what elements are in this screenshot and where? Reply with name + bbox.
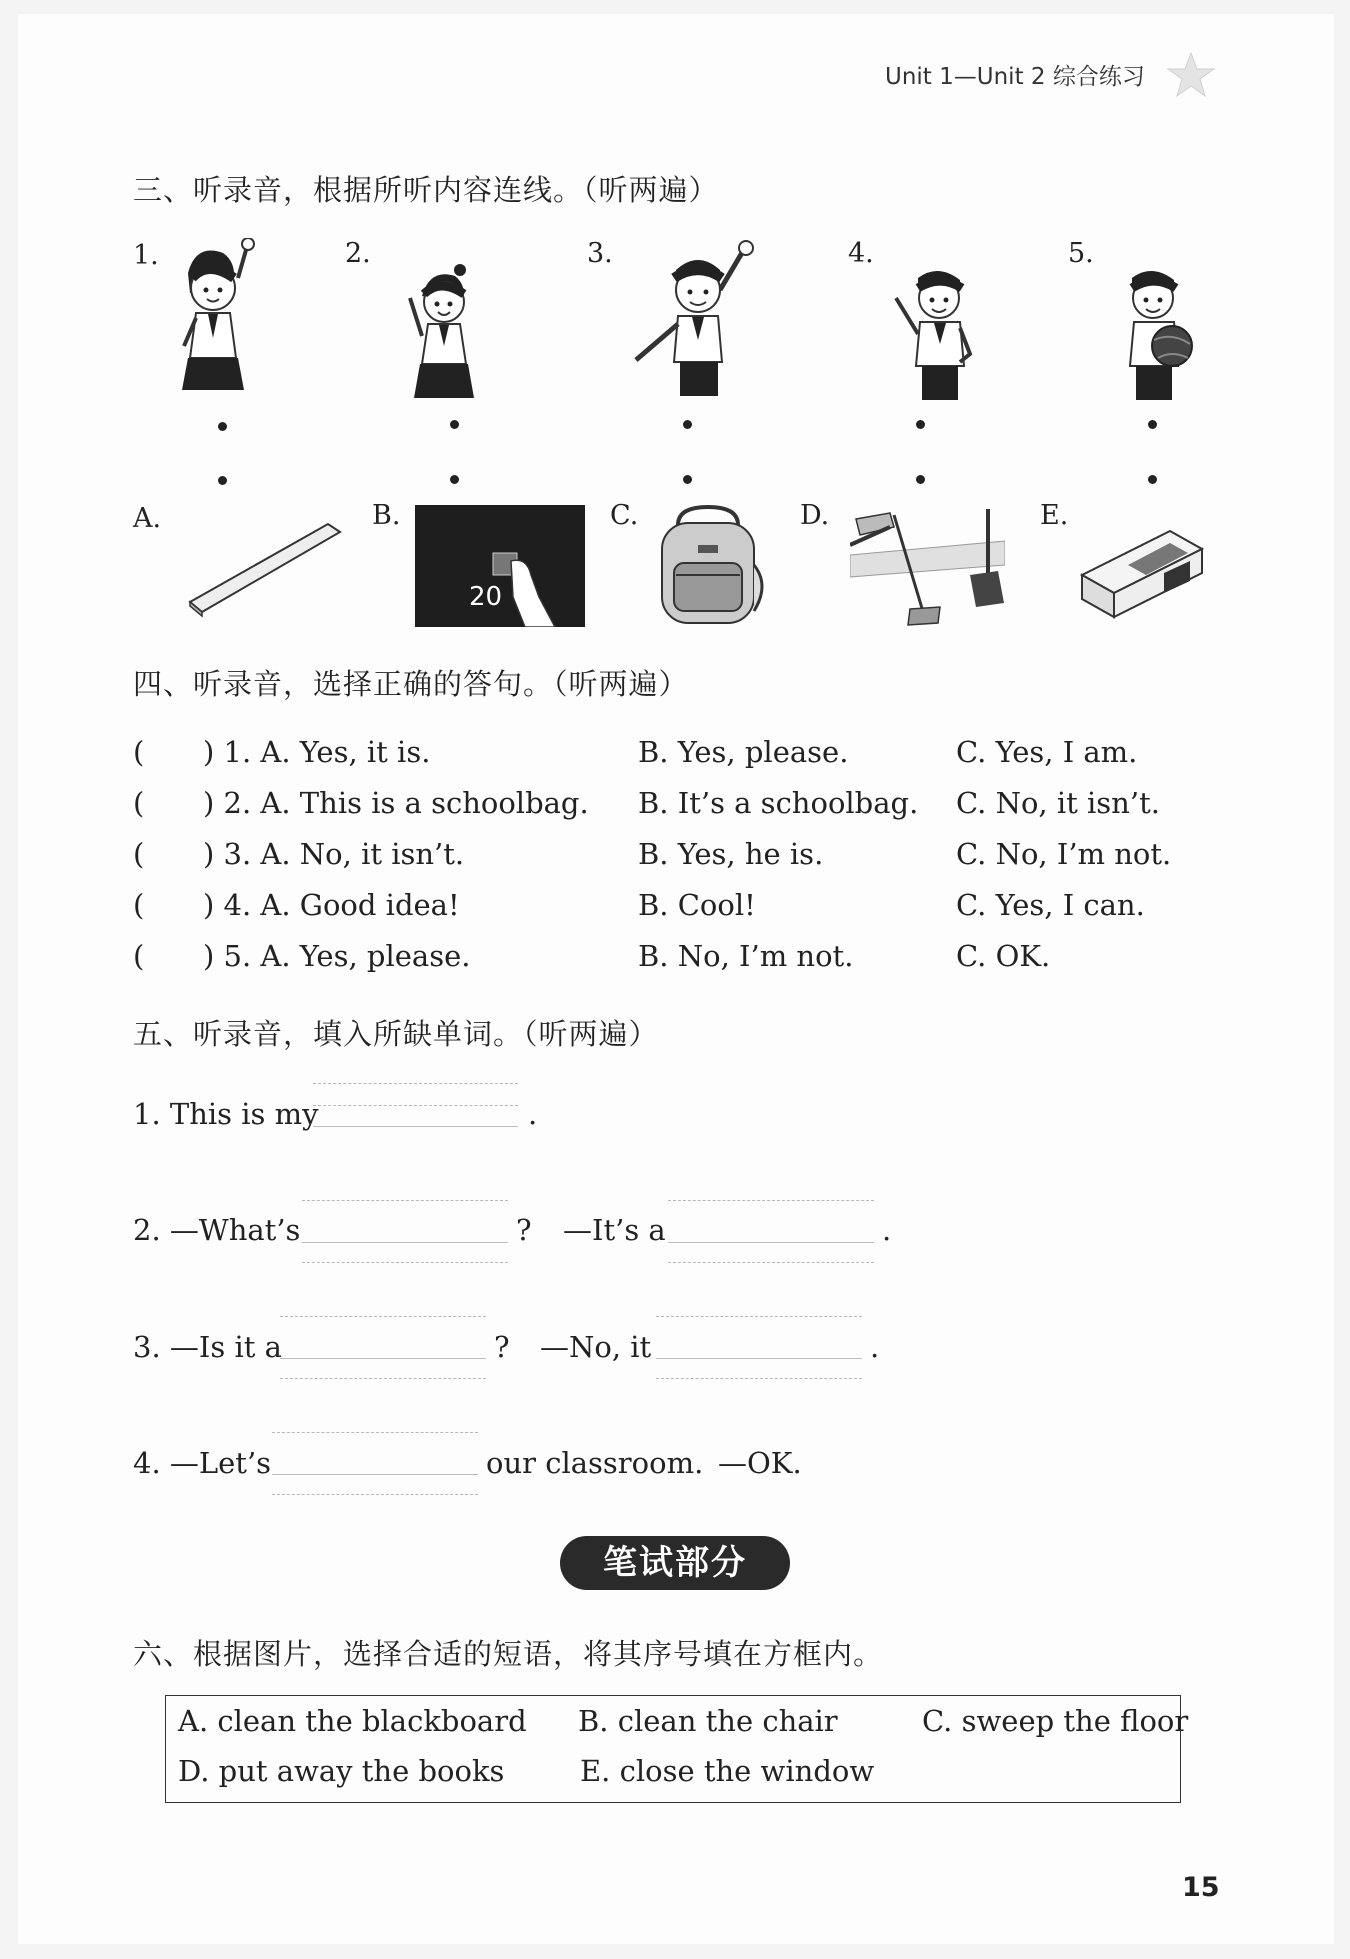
- answer-blank-2a[interactable]: [302, 1242, 508, 1243]
- writing-guide-line: [302, 1262, 508, 1263]
- writing-guide-line: [302, 1200, 508, 1201]
- match-dot-top-5[interactable]: [1148, 420, 1157, 429]
- match-dot-bottom-e[interactable]: [1148, 475, 1157, 484]
- writing-guide-line: [313, 1105, 518, 1106]
- choice-row-3: [133, 837, 1213, 877]
- option-letter-a: A.: [133, 503, 162, 534]
- section-4-title: 四、听录音，选择正确的答句。（听两遍）: [133, 667, 689, 701]
- fill-question-4-reply: —OK.: [718, 1446, 802, 1480]
- section-5-title: 五、听录音，填入所缺单词。（听两遍）: [133, 1017, 659, 1051]
- choice-c: C. No, I’m not.: [956, 837, 1172, 871]
- option-letter-b: B.: [372, 500, 401, 531]
- answer-blank-3b[interactable]: [656, 1358, 862, 1359]
- choice-a: ) 4. A. Good idea!: [203, 888, 460, 922]
- item-number-3: 3.: [587, 238, 613, 269]
- fill-question-2-prefix: 2. —What’s: [133, 1213, 301, 1247]
- section-3-title: 三、听录音，根据所听内容连线。（听两遍）: [133, 173, 719, 207]
- match-dot-bottom-b[interactable]: [450, 475, 459, 484]
- blackboard-number: 20: [469, 582, 503, 612]
- fill-question-3-mark: ?: [494, 1330, 510, 1364]
- fill-question-1-prefix: 1. This is my: [133, 1097, 319, 1131]
- sweeping-floor-picture: [850, 505, 1005, 627]
- answer-bracket[interactable]: (: [133, 837, 145, 871]
- match-dot-bottom-d[interactable]: [916, 475, 925, 484]
- written-part-label: 笔试部分: [560, 1536, 790, 1590]
- girl-raising-hand-illustration: [178, 238, 268, 408]
- match-dot-top-4[interactable]: [916, 420, 925, 429]
- match-dot-top-3[interactable]: [683, 420, 692, 429]
- fill-question-3-reply: —No, it: [540, 1330, 652, 1364]
- answer-bracket[interactable]: (: [133, 786, 145, 820]
- choice-b: B. Yes, he is.: [638, 837, 824, 871]
- choice-a: ) 2. A. This is a schoolbag.: [203, 786, 589, 820]
- choice-row-2: [133, 786, 1213, 826]
- fill-question-3-end: .: [870, 1330, 880, 1364]
- option-letter-c: C.: [610, 500, 639, 531]
- phrase-option-b: B. clean the chair: [578, 1704, 838, 1738]
- boy-holding-ball-illustration: [1108, 258, 1208, 408]
- writing-guide-line: [272, 1494, 478, 1495]
- star-icon: [1165, 50, 1217, 102]
- item-number-1: 1.: [133, 240, 159, 271]
- choice-c: C. Yes, I can.: [956, 888, 1145, 922]
- fill-question-4-prefix: 4. —Let’s: [133, 1446, 272, 1480]
- choice-c: C. Yes, I am.: [956, 735, 1138, 769]
- answer-blank-1[interactable]: [313, 1126, 518, 1127]
- fill-question-4-suffix: our classroom.: [486, 1446, 704, 1480]
- ruler-picture: [188, 520, 344, 620]
- fill-question-1-end: .: [528, 1097, 538, 1131]
- answer-blank-3a[interactable]: [280, 1358, 486, 1359]
- page-header-title: Unit 1—Unit 2 综合练习: [885, 64, 1145, 90]
- answer-blank-4[interactable]: [272, 1474, 478, 1475]
- boy-waving-illustration: [888, 258, 988, 408]
- answer-bracket[interactable]: (: [133, 939, 145, 973]
- fill-question-2-end: .: [882, 1213, 892, 1247]
- phrase-option-c: C. sweep the floor: [922, 1704, 1189, 1738]
- section-6-title: 六、根据图片，选择合适的短语，将其序号填在方框内。: [133, 1637, 884, 1671]
- writing-guide-line: [313, 1083, 518, 1084]
- item-number-2: 2.: [345, 238, 371, 269]
- item-number-4: 4.: [848, 238, 874, 269]
- choice-row-1: [133, 735, 1213, 775]
- writing-guide-line: [668, 1262, 874, 1263]
- writing-guide-line: [280, 1316, 486, 1317]
- writing-guide-line: [280, 1378, 486, 1379]
- option-letter-e: E.: [1040, 500, 1069, 531]
- writing-guide-line: [656, 1378, 862, 1379]
- answer-bracket[interactable]: (: [133, 888, 145, 922]
- choice-b: B. No, I’m not.: [638, 939, 854, 973]
- match-dot-bottom-c[interactable]: [683, 475, 692, 484]
- page-number: 15: [1182, 1872, 1220, 1903]
- fill-question-2-mark: ?: [516, 1213, 532, 1247]
- blackboard-picture: [415, 505, 585, 627]
- choice-c: C. No, it isn’t.: [956, 786, 1160, 820]
- item-number-5: 5.: [1068, 238, 1094, 269]
- match-dot-bottom-a[interactable]: [218, 476, 227, 485]
- writing-guide-line: [272, 1432, 478, 1433]
- choice-a: ) 1. A. Yes, it is.: [203, 735, 431, 769]
- choice-b: B. It’s a schoolbag.: [638, 786, 919, 820]
- choice-a: ) 3. A. No, it isn’t.: [203, 837, 465, 871]
- phrase-option-e: E. close the window: [580, 1754, 875, 1788]
- choice-b: B. Cool!: [638, 888, 756, 922]
- option-letter-d: D.: [800, 500, 830, 531]
- choice-b: B. Yes, please.: [638, 735, 849, 769]
- girl-waving-illustration: [400, 258, 490, 408]
- phrase-option-d: D. put away the books: [178, 1754, 505, 1788]
- answer-bracket[interactable]: (: [133, 735, 145, 769]
- match-dot-top-1[interactable]: [218, 422, 227, 431]
- phrase-options-box: [165, 1695, 1189, 1803]
- phrase-option-a: A. clean the blackboard: [178, 1704, 527, 1738]
- writing-guide-line: [656, 1316, 862, 1317]
- answer-blank-2b[interactable]: [668, 1242, 874, 1243]
- fill-question-3-prefix: 3. —Is it a: [133, 1330, 282, 1364]
- eraser-picture: [1078, 525, 1206, 619]
- choice-row-5: [133, 939, 1213, 979]
- match-dot-top-2[interactable]: [450, 420, 459, 429]
- choice-row-4: [133, 888, 1213, 928]
- writing-guide-line: [668, 1200, 874, 1201]
- choice-c: C. OK.: [956, 939, 1051, 973]
- boy-raising-fist-illustration: [628, 240, 768, 410]
- fill-question-2-reply: —It’s a: [563, 1213, 666, 1247]
- schoolbag-picture: [648, 505, 772, 627]
- choice-a: ) 5. A. Yes, please.: [203, 939, 471, 973]
